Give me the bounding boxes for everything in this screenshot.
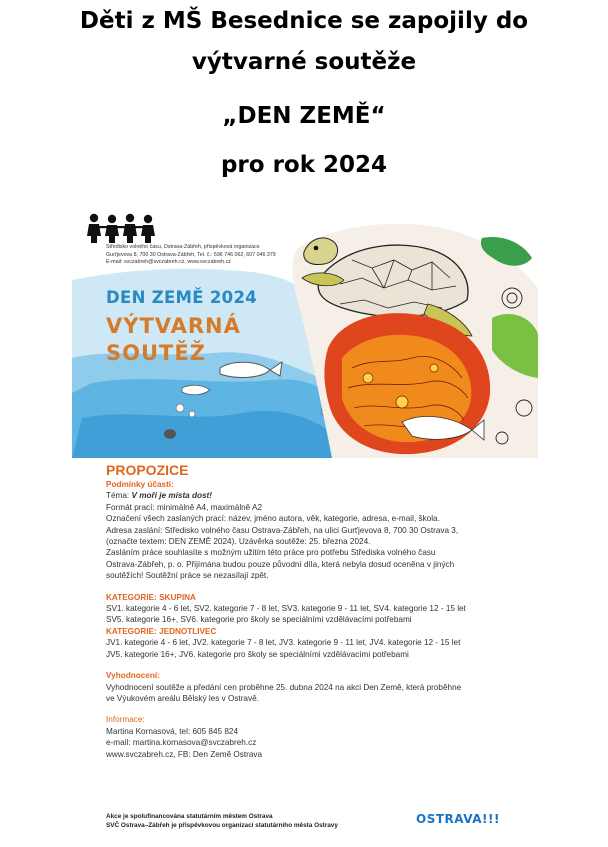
tema-value: V moři je místa dost!: [131, 491, 213, 501]
headline-line-2: výtvarné soutěže: [191, 49, 417, 75]
info-line-2: e-mail: martina.kornasova@svczabreh.cz: [106, 738, 257, 748]
ostrava-logo: OSTRAVA!!!: [416, 812, 500, 826]
souhlas-line-2: Ostrava-Zábřeh, p. o. Přijímána budou pouze původní díla, která nebyla dosud oceněna v jiných: [106, 559, 455, 569]
propozice-heading: PROPOZICE: [106, 462, 189, 478]
souhlas-line-1: Zasláním práce souhlasíte s možným užitím této práce pro potřebu Střediska volného času: [106, 548, 436, 558]
kategorie-jednotlivec-heading: KATEGORIE: JEDNOTLIVEC: [106, 626, 217, 636]
vyhodnoceni-heading: Vyhodnocení:: [106, 671, 160, 681]
organizer-address: Gurťjevova 8, 700 30 Ostrava-Zábřeh, Tel. č.: 596 746 062, 607 046 379: [106, 251, 276, 258]
footer-line-1: Akce je spolufinancována statutárním městem Ostrava: [106, 813, 273, 820]
organizer-name: Středisko volného času, Ostrava-Zábřeh, příspěvková organizace: [106, 244, 260, 250]
poster-title-den-zeme: DEN ZEMĚ 2024: [106, 288, 258, 307]
vyhodnoceni-line-1: Vyhodnocení soutěže a předání cen proběhne 25. dubna 2024 na akci Den Země, která proběhne: [106, 682, 462, 692]
oznaceni-line: Označení všech zaslaných prací: název, jméno autora, věk, kategorie, adresa, e-mail, škola.: [106, 514, 440, 524]
skupina-line-2: SV5. kategorie 16+, SV6. kategorie pro školy se speciálními vzdělávacími potřebami: [106, 615, 412, 625]
skupina-line-1: SV1. kategorie 4 - 6 let, SV2. kategorie 7 - 8 let, SV3. kategorie 9 - 11 let, SV4. kategorie 12 - 15 let: [106, 604, 466, 614]
tema-line: [106, 490, 526, 501]
poster-title-soutez: SOUTĚŽ: [106, 341, 206, 365]
poster-title-vytvarna: VÝTVARNÁ: [106, 314, 241, 338]
info-line-1: Martina Kornasová, tel: 605 845 824: [106, 726, 238, 736]
footer-line-2: SVČ Ostrava–Zábřeh je příspěvkovou organizací statutárního města Ostravy: [106, 822, 338, 829]
jednotlivec-line-1: JV1. kategorie 4 - 6 let, JV2. kategorie 7 - 8 let, JV3. kategorie 9 - 11 let, JV4. kategorie 12 - 15 let: [106, 638, 461, 648]
headline-line-4: pro rok 2024: [220, 152, 388, 178]
format-line: Formát prací: minimálně A4, maximálně A2: [106, 502, 263, 512]
kategorie-skupina-heading: KATEGORIE: SKUPINA: [106, 592, 196, 602]
souhlas-line-3: soutěžích! Soutěžní práce se nezasílají zpět.: [106, 571, 269, 581]
headline-line-1: Děti z MŠ Besednice se zapojily do: [79, 8, 529, 34]
organizer-contact: E-mail: svczabreh@svczabreh.cz, www.svczabreh.cz: [106, 259, 231, 266]
adresa-line-1: Adresa zaslání: Středisko volného času Ostrava-Zábřeh, na ulici Gurťjevova 8, 700 30 Ostrava 3,: [106, 525, 459, 535]
organizer-info: [106, 244, 276, 267]
poster-footer: [106, 812, 338, 830]
tema-label: Téma:: [106, 491, 132, 501]
propozice-section: [106, 462, 526, 760]
informace-heading: Informace:: [106, 715, 145, 725]
poster: [72, 208, 538, 834]
info-line-3: www.svczabreh.cz, FB: Den Země Ostrava: [106, 749, 263, 759]
vyhodnoceni-line-2: ve Výukovém areálu Bělský les v Ostravě.: [106, 693, 259, 703]
headline-line-3: „DEN ZEMĚ“: [222, 103, 386, 129]
children-logo-icon: [86, 212, 162, 244]
jednotlivec-line-2: JV5. kategorie 16+, JV6. kategorie pro školy se speciálními vzdělávacími potřebami: [106, 649, 409, 659]
podminky-heading: Podmínky účasti:: [106, 480, 174, 489]
adresa-line-2: (označte textem: DEN ZEMĚ 2024). Uzávěrka soutěže: 25. března 2024.: [106, 537, 371, 547]
